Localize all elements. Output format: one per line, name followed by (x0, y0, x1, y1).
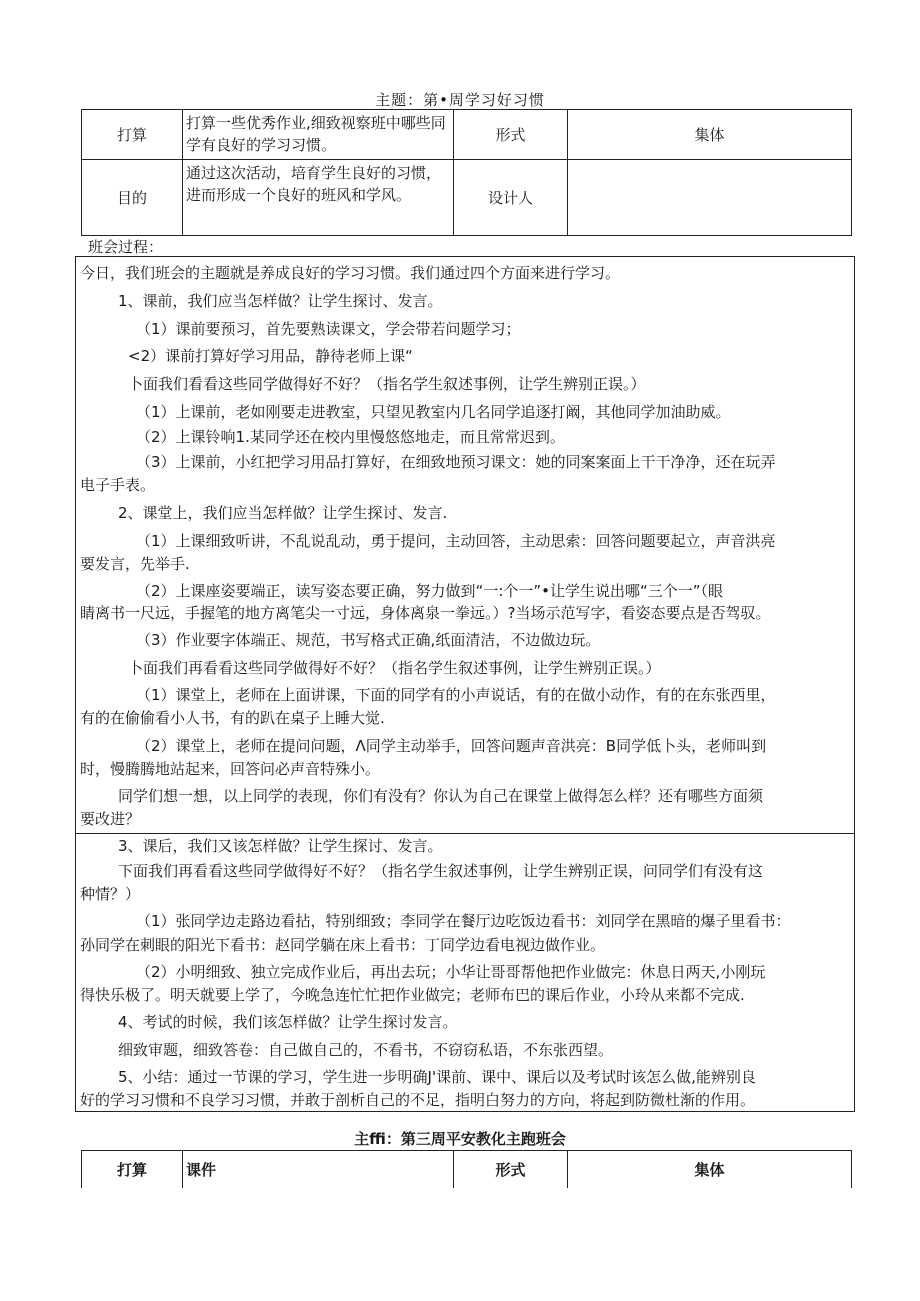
content-line: 睛离书一尺远，手握笔的地方离笔尖一寸远，身体离泉一拳远。）?当场示范写字，看姿态要点是否驾驭。 (80, 604, 771, 622)
section2-info-table (81, 1150, 852, 1188)
page-title: 主题：第•周学习好习惯 (375, 91, 545, 109)
content-line: 3、课后，我们又该怎样做？让学生探讨、发言。 (118, 837, 443, 855)
process-label: 班会过程： (88, 238, 164, 256)
plan-text: 打算一些优秀作业,细致视察班中哪些同学有良好的学习习惯。 (183, 110, 454, 160)
content-line: 细致审题，细致答卷：自己做自己的，不看书，不窃窃私语，不东张西望。 (118, 1041, 614, 1059)
content-line: （1）上课前，老如刚要走进教室，只望见教室内几名同学追逐打阚，其他同学加油助威。 (136, 403, 731, 421)
goal-text: 通过这次活动，培育学生良好的习惯，进而形成一个良好的班风和学风。 (183, 160, 454, 236)
content-line: 同学们想一想，以上同学的表现，你们有没有？你认为自己在课堂上做得怎么样？还有哪些方面须 (118, 787, 764, 805)
form-value: 集体 (568, 1151, 852, 1189)
content-line: 1、课前，我们应当怎样做？让学生探讨、发言。 (118, 292, 443, 310)
content-line: 要发言，先举手. (80, 555, 190, 573)
content-line: 下面我们再看看这些同学做得好不好？（指名学生叙述事例，让学生辨别正误，问同学们有没有这 (118, 862, 764, 880)
process-content-box (75, 256, 855, 855)
content-line: 有的在偷偷看小人书，有的趴在桌子上睡大觉. (80, 709, 385, 727)
content-line: 卜面我们看看这些同学做得好不好？（指名学生叙述事例，让学生辨别正误。） (128, 375, 646, 393)
plan-text: 课件 (183, 1151, 454, 1189)
form-label: 形式 (454, 1151, 568, 1189)
plan-label: 打算 (82, 1151, 183, 1189)
content-line: （1）课前要预习，首先要熟读课文，学会带若问题学习； (136, 320, 521, 338)
content-line: （2）上课铃响1.某同学还在校内里慢悠悠地走，而且常常迟到。 (136, 428, 565, 446)
content-line: （2）小明细致、独立完成作业后，再出去玩；小华让哥哥帮他把作业做完：休息日两天,小刚玩 (136, 963, 766, 981)
form-value: 集体 (568, 110, 852, 160)
content-line: 今日，我们班会的主题就是养成良好的学习习惯。我们通过四个方面来进行学习。 (80, 264, 621, 282)
content-line: （1）课堂上，老师在上面讲课，下面的同学有的小声说话，有的在做小动作，有的在东张西里， (136, 686, 776, 704)
section2-title: 主ffi：第三周平安教化主跑班会 (354, 1130, 566, 1148)
designer-label: 设计人 (454, 160, 568, 236)
content-line: 好的学习习惯和不良学习习惯，并敢于剖析自己的不足，指明白努力的方向，将起到防微杜渐的作用。 (80, 1091, 756, 1109)
content-line: （2）上课座姿要端正，读写姿态要正确，努力做到“一:个一”•让学生说出哪“三个一”（眼 (136, 582, 724, 600)
content-line: （2）课堂上，老师在提问问题，Λ同学主动举手，回答问题声音洪亮：B同学低卜头，老师叫到 (136, 737, 767, 755)
content-line: （1）上课细致听讲，不乱说乱动，勇于提问，主动回答，主动思索：回答问题要起立，声音洪亮 (136, 532, 776, 550)
content-line: <2）课前打算好学习用品，静待老师上课“ (128, 347, 413, 365)
content-line: 2、课堂上，我们应当怎样做？让学生探讨、发言. (118, 504, 448, 522)
content-line: 时，慢腾腾地站起来，回答问必声音特殊小。 (80, 760, 381, 778)
content-line: 要改进？ (80, 810, 141, 828)
content-line: 4、考试的时候，我们该怎样做？让学生探讨发言。 (118, 1013, 458, 1031)
content-line: （3）上课前，小红把学习用品打算好，在细致地预习课文：她的同案案面上干干净净，还在玩弄 (136, 453, 776, 471)
goal-label: 目的 (82, 160, 183, 236)
plan-label: 打算 (82, 110, 183, 160)
content-line: （1）张同学边走路边看拈，特别细致；李同学在餐厅边吃饭边看书：刘同学在黑暗的爆子里看书： (136, 912, 791, 930)
content-line: 得快乐极了。明天就要上学了，今晚急连忙忙把作业做完；老师布巴的课后作业，小玲从来都不完成. (80, 986, 745, 1004)
class-meeting-info-table (81, 109, 852, 236)
form-label: 形式 (454, 110, 568, 160)
content-line: 5、小结：通过一节课的学习，学生进一步明确J'课前、课中、课后以及考试时该怎么做,能辨别良 (118, 1068, 756, 1086)
content-line: 孙同学在刺眼的阳光下看书：赵同学躺在床上看书：丁同学边看电视边做作业。 (80, 936, 606, 954)
process-content-continued (75, 834, 855, 1112)
content-line: 卜面我们再看看这些同学做得好不好？（指名学生叙述事例，让学生辨别正误。） (128, 659, 661, 677)
content-line: 种情？） (80, 885, 141, 903)
content-line: （3）作业要字体端正、规范，书写格式正确,纸面清洁，不边做边玩。 (136, 631, 601, 649)
designer-value (568, 160, 852, 236)
content-line: 电子手表。 (80, 476, 156, 494)
